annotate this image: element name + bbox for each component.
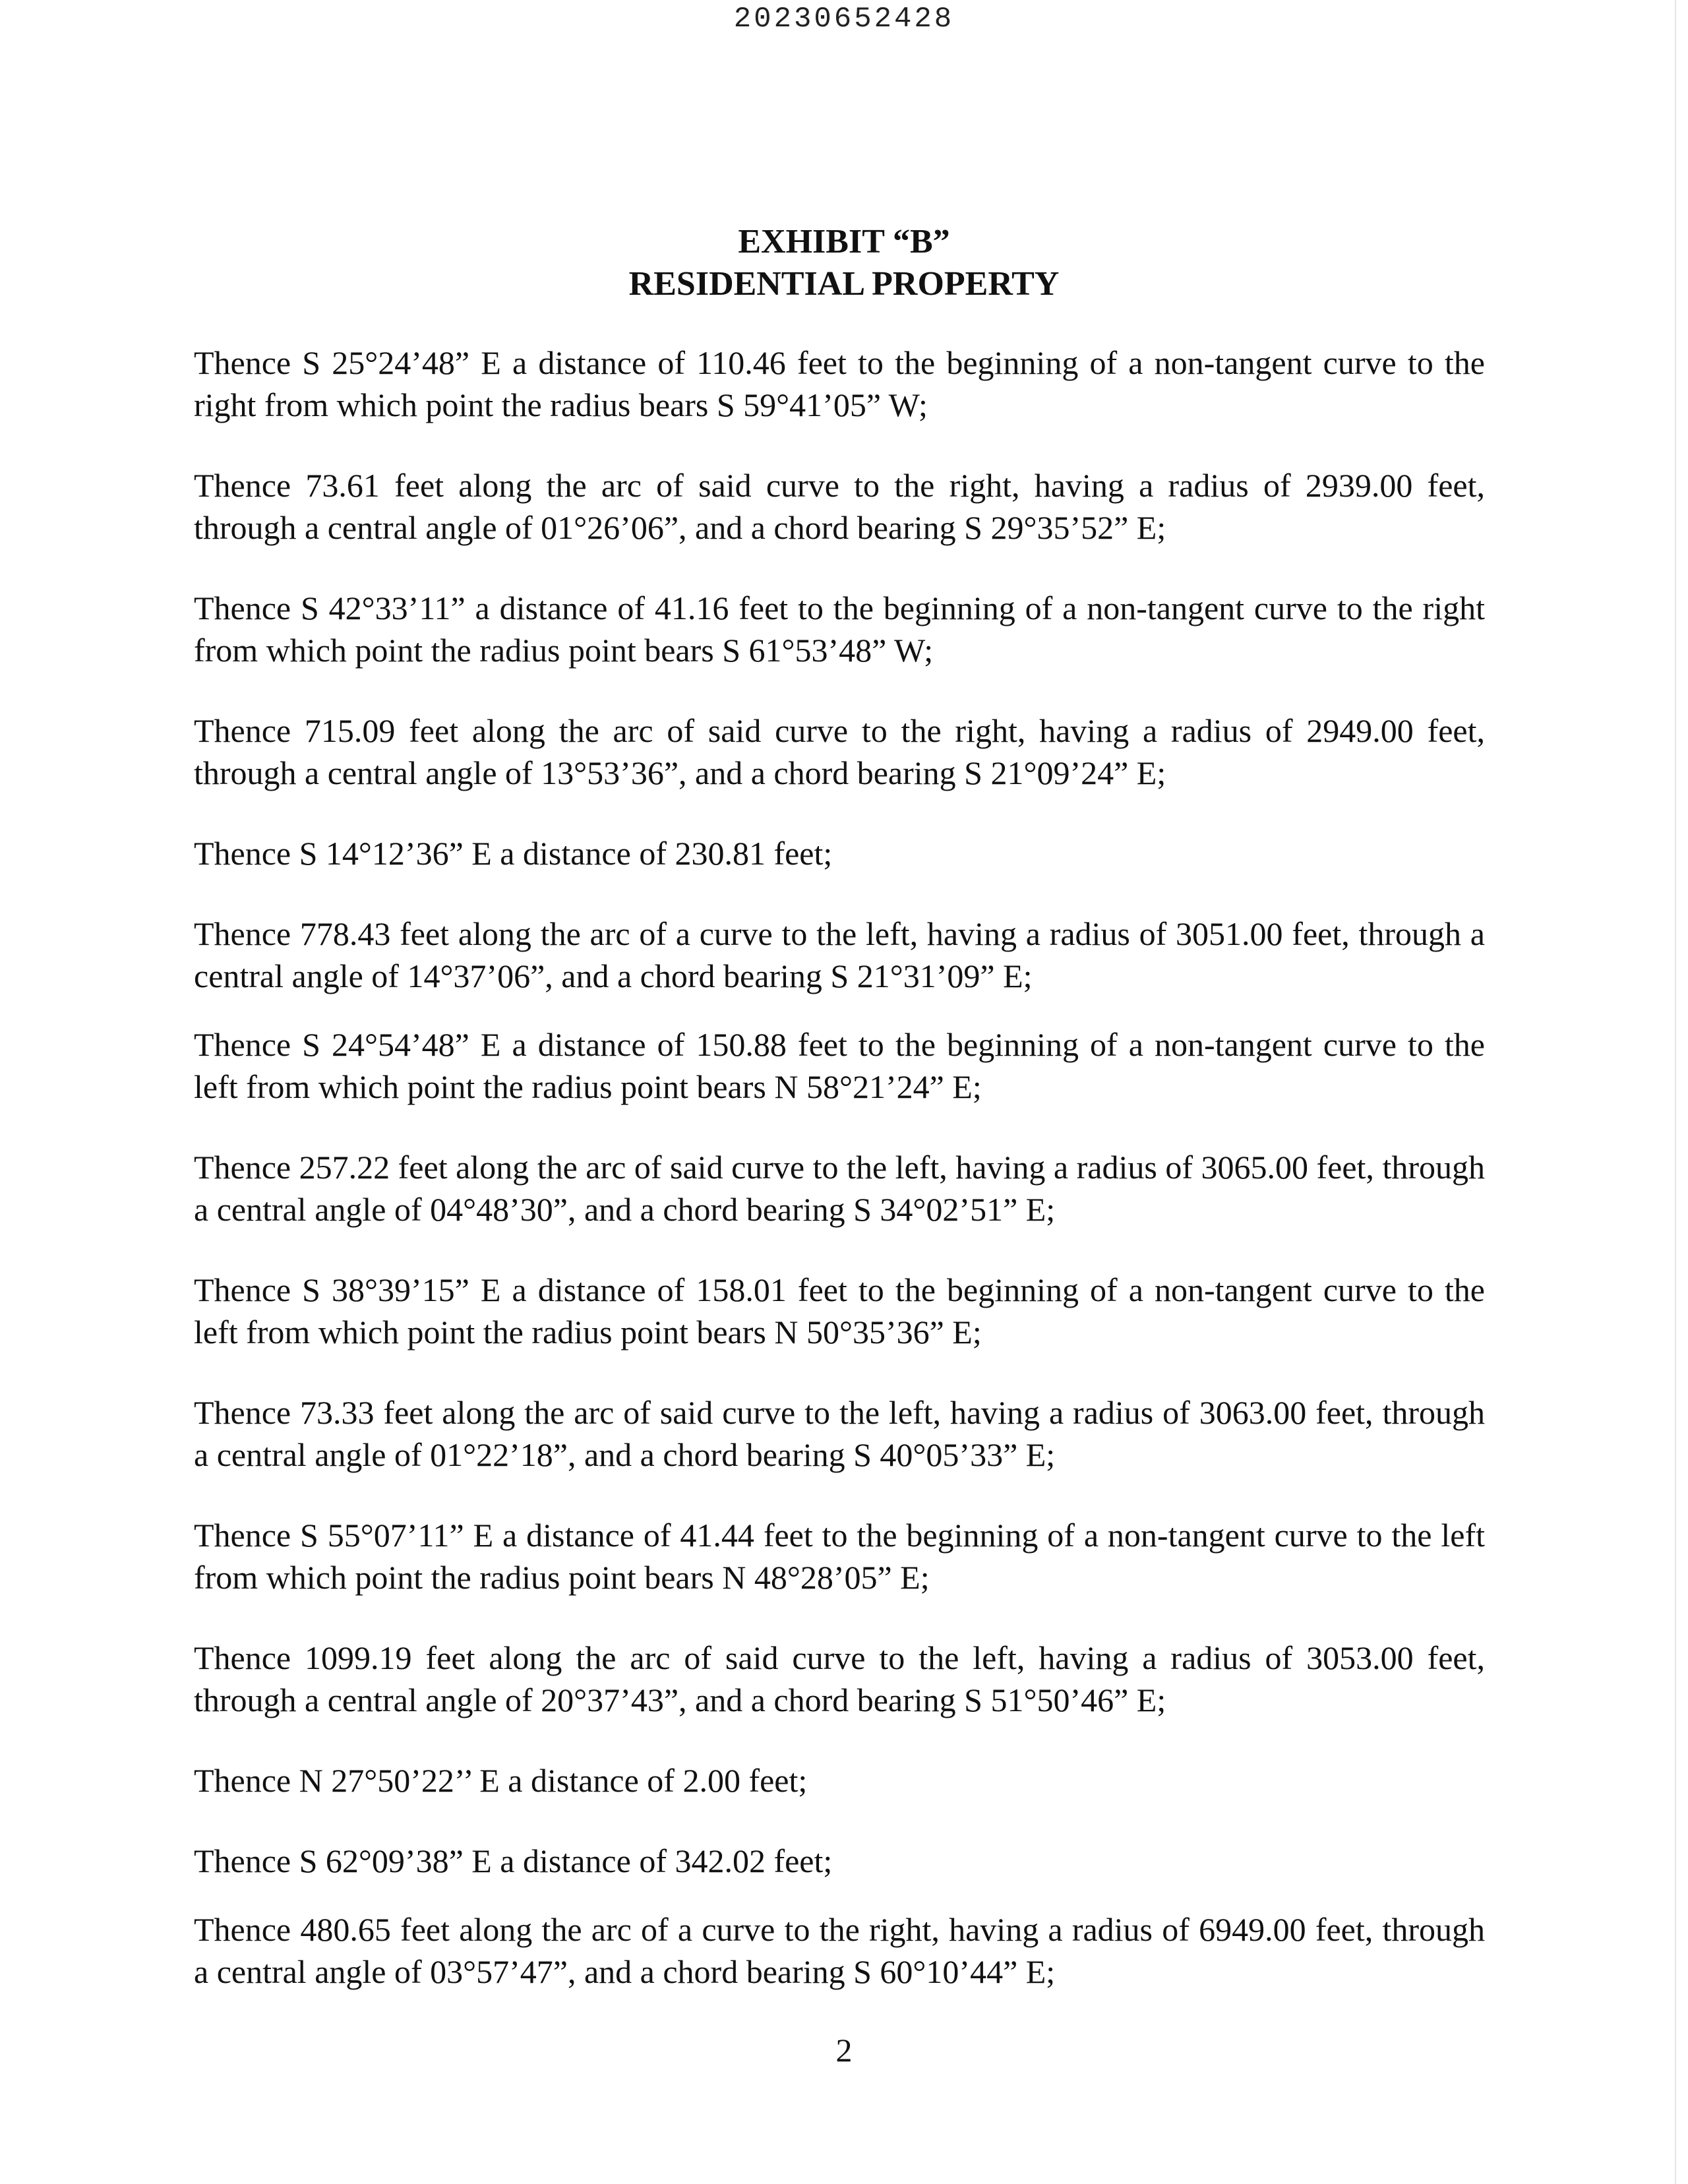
- exhibit-title-line: EXHIBIT “B”: [738, 223, 950, 260]
- course-paragraph-11: Thence S 55°07’11” E a distance of 41.44 feet to the beginning of a non-tangent curve to the left from which point the radius point bears N 48°28’05” E;: [194, 1517, 1485, 1596]
- course-paragraph-13: Thence N 27°50’22’’ E a distance of 2.00 feet;: [194, 1762, 808, 1799]
- course-paragraph-1: Thence S 25°24’48” E a distance of 110.46 feet to the beginning of a non-tangent curve to the right from which point the radius bears S 59°41’05” W;: [194, 344, 1485, 423]
- exhibit-title: [0, 221, 1688, 305]
- course-paragraph-10: Thence 73.33 feet along the arc of said curve to the left, having a radius of 3063.00 feet, through a central angle of 01°22’18”, and a chord bearing S 40°05’33” E;: [194, 1394, 1485, 1473]
- course-paragraph-6: Thence 778.43 feet along the arc of a curve to the left, having a radius of 3051.00 feet, through a central angle of 14°37’06”, and a chord bearing S 21°31’09” E;: [194, 915, 1485, 994]
- course-paragraph-14: Thence S 62°09’38” E a distance of 342.02 feet;: [194, 1842, 833, 1879]
- course-paragraph-12: Thence 1099.19 feet along the arc of said curve to the left, having a radius of 3053.00 feet, through a central angle of 20°37’43”, and a chord bearing S 51°50’46” E;: [194, 1639, 1485, 1718]
- course-paragraph-9: Thence S 38°39’15” E a distance of 158.01 feet to the beginning of a non-tangent curve to the left from which point the radius point bears N 50°35’36” E;: [194, 1271, 1485, 1350]
- page-edge-line: [1675, 0, 1676, 2184]
- course-paragraph-8: Thence 257.22 feet along the arc of said curve to the left, having a radius of 3065.00 feet, through a central angle of 04°48’30”, and a chord bearing S 34°02’51” E;: [194, 1149, 1485, 1228]
- page-number: 2: [835, 2032, 853, 2069]
- course-paragraph-4: Thence 715.09 feet along the arc of said curve to the right, having a radius of 2949.00 feet, through a central angle of 13°53’36”, and a chord bearing S 21°09’24” E;: [194, 712, 1485, 791]
- course-paragraph-15: Thence 480.65 feet along the arc of a curve to the right, having a radius of 6949.00 feet, through a central angle of 03°57’47”, and a chord bearing S 60°10’44” E;: [194, 1911, 1485, 1990]
- course-paragraph-3: Thence S 42°33’11” a distance of 41.16 feet to the beginning of a non-tangent curve to the right from which point the radius point bears S 61°53’48” W;: [194, 590, 1485, 669]
- legal-description: [194, 342, 1485, 2031]
- course-paragraph-5: Thence S 14°12’36” E a distance of 230.81 feet;: [194, 835, 833, 872]
- document-number: 20230652428: [733, 3, 955, 36]
- exhibit-subtitle-line: RESIDENTIAL PROPERTY: [628, 265, 1060, 303]
- course-paragraph-2: Thence 73.61 feet along the arc of said curve to the right, having a radius of 2939.00 feet, through a central angle of 01°26’06”, and a chord bearing S 29°35’52” E;: [194, 467, 1485, 546]
- course-paragraph-7: Thence S 24°54’48” E a distance of 150.88 feet to the beginning of a non-tangent curve to the left from which point the radius point bears N 58°21’24” E;: [194, 1026, 1485, 1105]
